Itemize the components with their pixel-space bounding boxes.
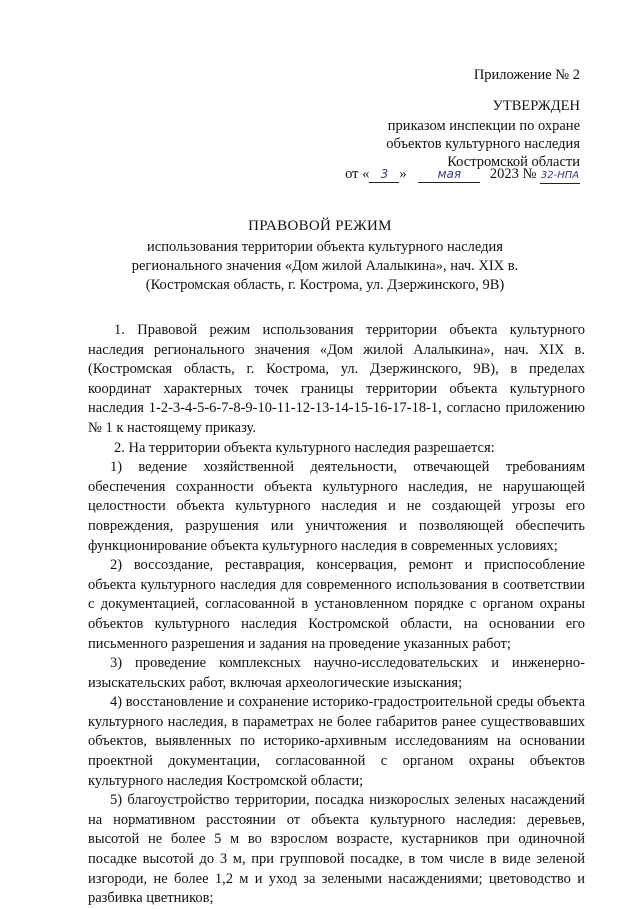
subtitle-line: (Костромская область, г. Кострома, ул. Дзержинского, 9В) [145, 277, 505, 293]
date-prefix: от « [345, 166, 370, 182]
approval-date [345, 166, 580, 184]
list-item-1: 1) ведение хозяйственной деятельности, отвечающей требованиям обеспечения сохранности объекта культурного наследия, не нарушающей целостности объекта культурного наследия и не создающей угрозы его повреждения, разрушения или уничтожения и позволяющей обеспечить функционирование объекта культурного наследия в современных условиях; [88, 459, 585, 554]
subtitle-line: регионального значения «Дом жилой Алалыкина», нач. XIX в. [131, 258, 519, 274]
paragraph-1: 1. Правовой режим использования территории объекта культурного наследия регионального значения «Дом жилой Алалыкина», нач. XIX в. (Костромская область, г. Кострома, ул. Дзержинского, 9В), в пределах координат характерных точек границы территории объекта культурного наследия 1-2-3-4-5-6-7-8-9-10-11-12-13-14-15-16-17-18-1, согласно приложению № 1 к настоящему приказу. [88, 322, 585, 436]
approval-line: Костромской области [447, 154, 580, 170]
date-year: 2023 № [489, 166, 537, 182]
list-item-5: 5) благоустройство территории, посадка низкорослых зеленых насаждений на нормативном расстоянии от объекта культурного наследия: деревьев, высотой не более 5 м во взрослом возрасте, кустарников при одиночной посадке высотой до 3 м, при групповой посадке, в том числе в виде зеленой изгороди, не более 1,2 м и уход за зелеными насаждениями; цветоводство и разбивка цветников; [88, 792, 585, 907]
document-title: ПРАВОВОЙ РЕЖИМ [248, 218, 392, 234]
date-mid: » [399, 166, 407, 182]
document-body [88, 321, 585, 909]
date-day: 3 [369, 167, 399, 183]
list-item-3: 3) проведение комплексных научно-исследовательских и инженерно-изыскательских работ, включая археологические изыскания; [88, 655, 585, 691]
approval-line: приказом инспекции по охране [387, 118, 580, 134]
subtitle-line: использования территории объекта культурного наследия [147, 239, 503, 255]
paragraph-2: 2. На территории объекта культурного наследия разрешается: [114, 439, 495, 456]
date-month: мая [418, 167, 480, 183]
list-item-2: 2) воссоздание, реставрация, консервация, ремонт и приспособление объекта культурного наследия для современного использования в соответствии с документацией, согласованной в установленном порядке с органом охраны объектов культурного наследия Костромской области, на основании его письменного разрешения и задания на проведение указанных работ; [88, 557, 585, 652]
document-number: 32-НПА [540, 168, 580, 184]
approval-heading: УТВЕРЖДЕН [492, 98, 580, 114]
list-item-4: 4) восстановление и сохранение историко-градостроительной среды объекта культурного наследия, в параметрах не более габаритов ранее существовавших объектов, выявленных по историко-архивным исследованиям на основании проектной документации, согласованной с органом охраны объектов культурного наследия Костромской области; [88, 694, 585, 789]
approval-line: объектов культурного наследия [386, 136, 580, 152]
appendix-label: Приложение № 2 [473, 67, 580, 83]
